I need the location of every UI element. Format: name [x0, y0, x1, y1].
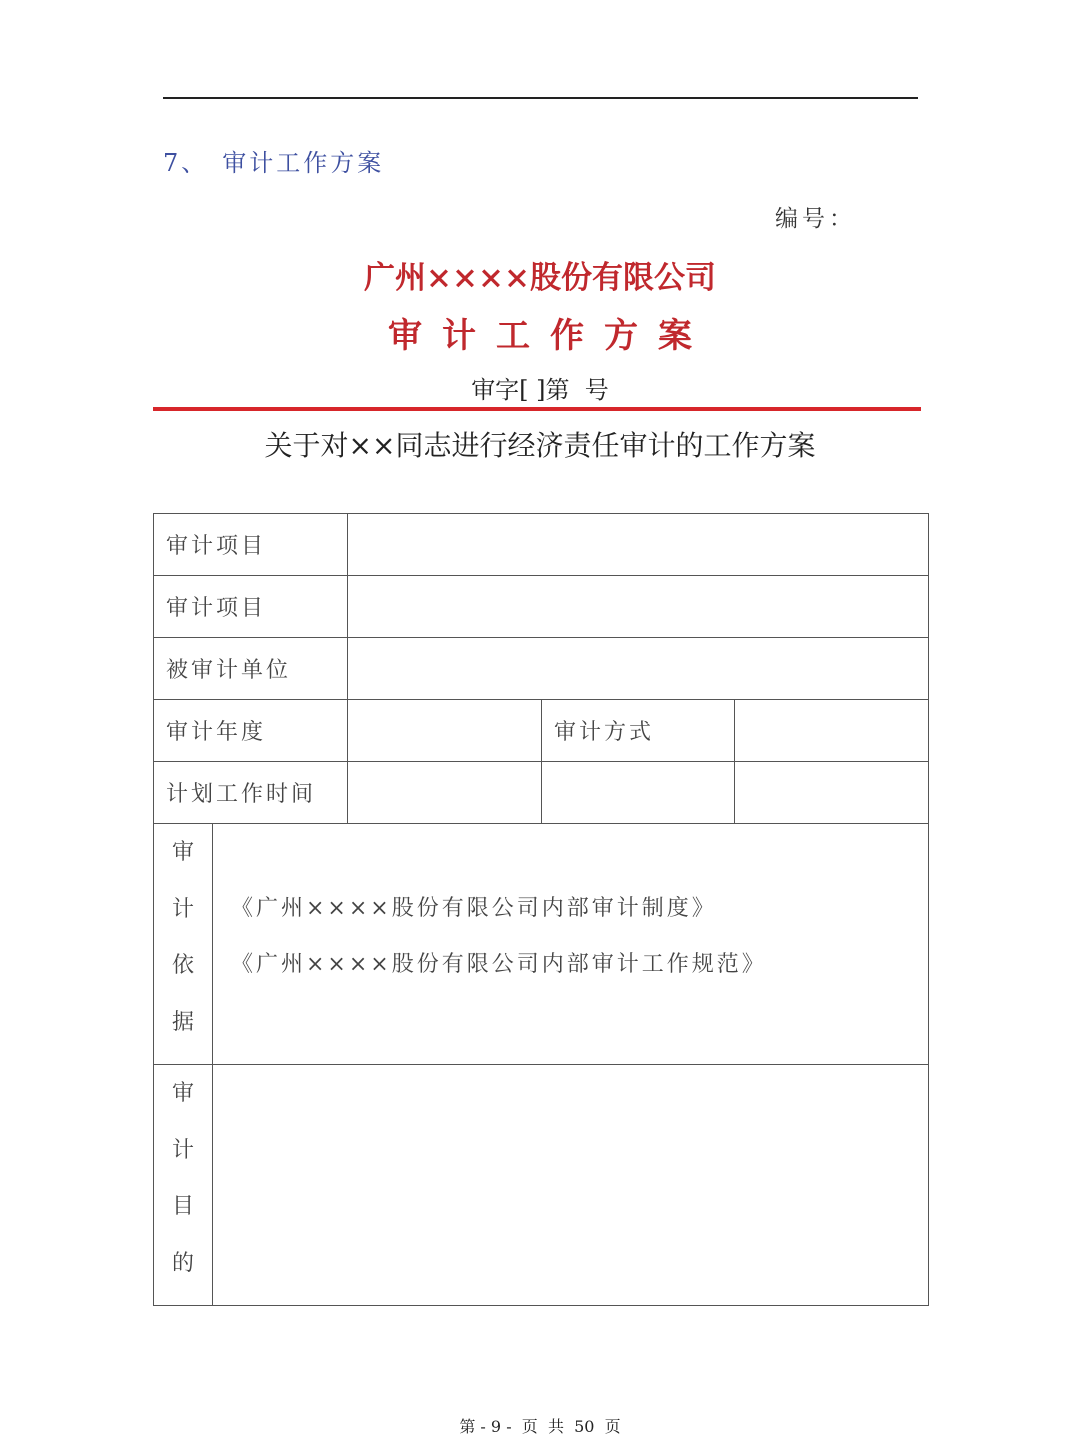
audit-basis-content[interactable]: [213, 824, 929, 1065]
table-row: [154, 824, 929, 1065]
subject-title: 关于对××同志进行经济责任审计的工作方案: [264, 429, 816, 462]
audit-method-label: 审计方式: [542, 700, 735, 762]
audit-basis-item: 《广州××××股份有限公司内部审计制度》: [231, 896, 717, 921]
section-title: 审计工作方案: [222, 149, 385, 177]
audit-purpose-content[interactable]: [213, 1065, 929, 1306]
table-row: [154, 514, 929, 576]
section-heading: [163, 143, 384, 178]
document-reference: 审字[ ]第 号: [471, 376, 609, 404]
section-number: 7、: [163, 149, 209, 177]
top-divider: [163, 97, 918, 99]
page-footer: 第 - 9 - 页 共 50 页: [459, 1417, 621, 1436]
audit-purpose-label: 审 计 目 的: [154, 1065, 213, 1306]
planned-time-value[interactable]: [348, 762, 542, 824]
table-row: [154, 576, 929, 638]
document-title: 审计工作方案: [388, 316, 712, 356]
audit-project-value-2[interactable]: [348, 576, 929, 638]
table-row: [154, 762, 929, 824]
audit-year-value[interactable]: [348, 700, 542, 762]
audited-unit-label: 被审计单位: [154, 638, 348, 700]
table-row: [154, 1065, 929, 1306]
audit-project-value[interactable]: [348, 514, 929, 576]
table-row: [154, 700, 929, 762]
serial-number-label: 编号：: [775, 206, 856, 232]
audit-plan-table: [153, 513, 929, 1306]
table-row: [154, 638, 929, 700]
audit-project-label: 审计项目: [154, 514, 348, 576]
planned-time-value-2[interactable]: [542, 762, 735, 824]
planned-time-value-3[interactable]: [735, 762, 929, 824]
audit-project-label-2: 审计项目: [154, 576, 348, 638]
red-header-rule: [153, 407, 921, 411]
audit-basis-label: 审 计 依 据: [154, 824, 213, 1065]
company-name: 广州××××股份有限公司: [364, 260, 716, 296]
audit-year-label: 审计年度: [154, 700, 348, 762]
planned-time-label: 计划工作时间: [154, 762, 348, 824]
audit-basis-item: 《广州××××股份有限公司内部审计工作规范》: [231, 952, 767, 977]
audit-method-value[interactable]: [735, 700, 929, 762]
audited-unit-value[interactable]: [348, 638, 929, 700]
